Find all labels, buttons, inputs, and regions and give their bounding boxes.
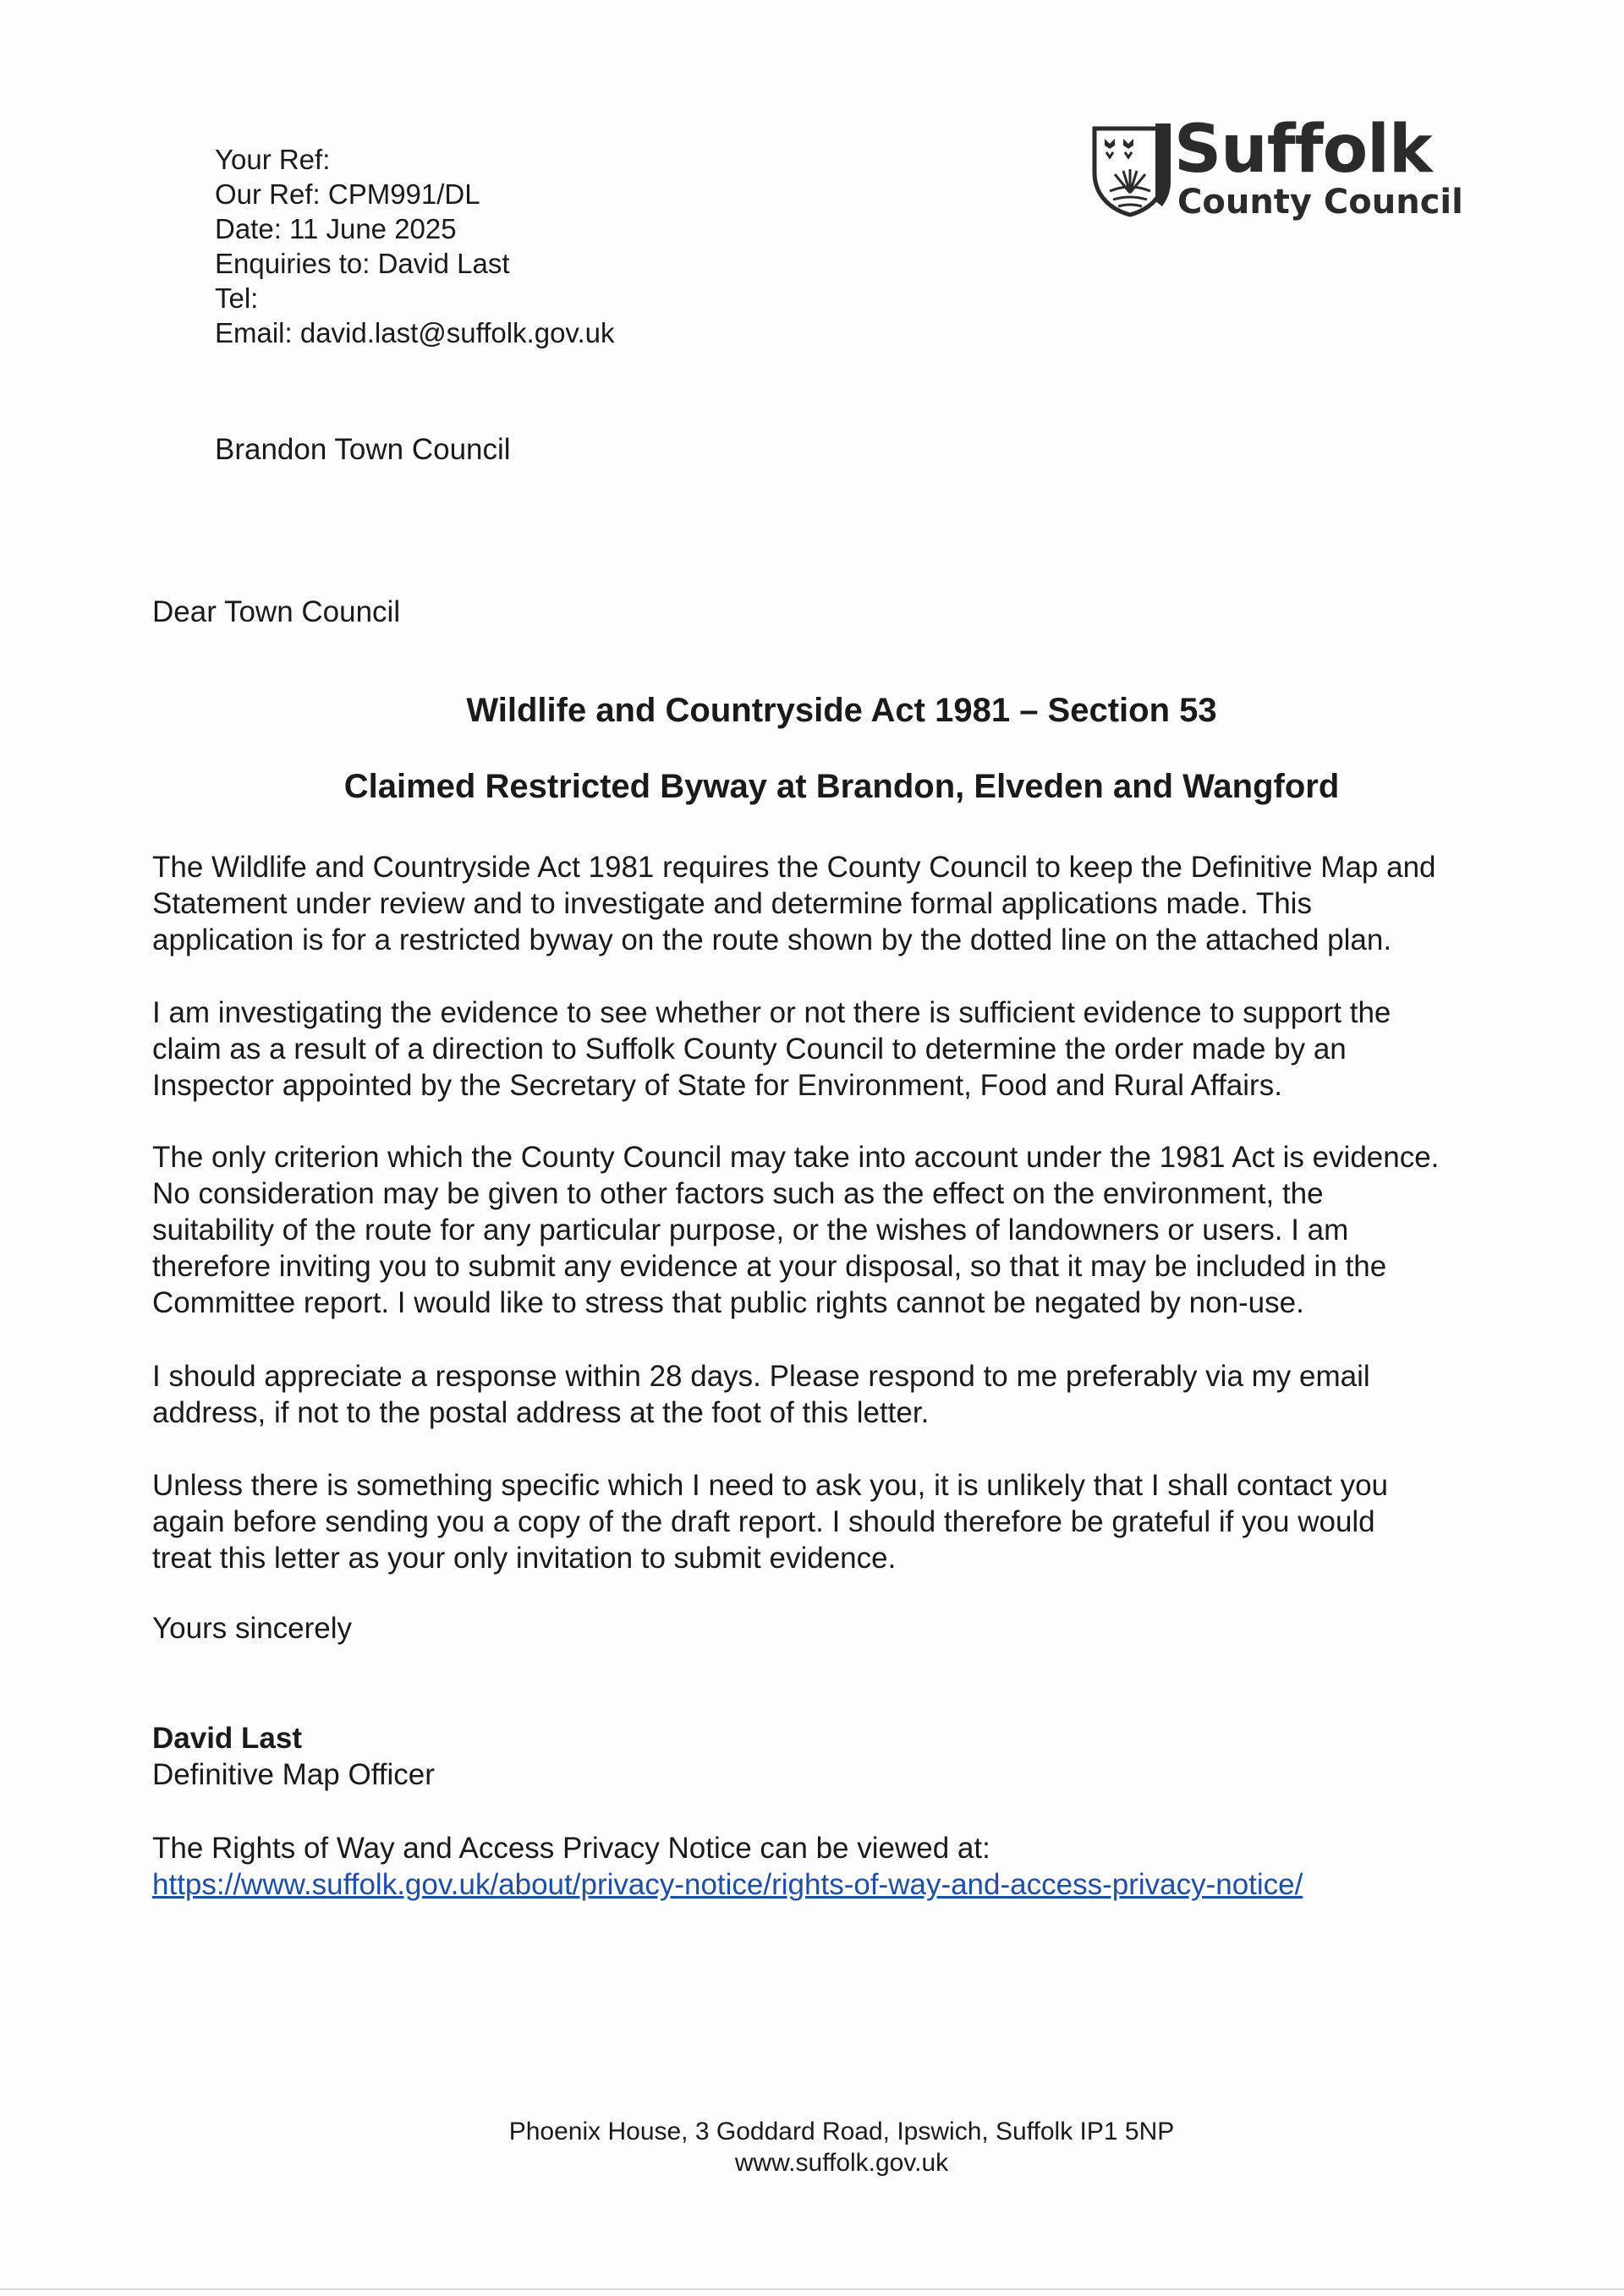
shield-crest-icon — [1089, 123, 1171, 218]
reference-block — [215, 142, 615, 350]
recipient: Brandon Town Council — [215, 433, 511, 466]
paragraph-line: Inspector appointed by the Secretary of State for Environment, Food and Rural Affairs. — [152, 1069, 1282, 1102]
paragraph-line: No consideration may be given to other factors such as the effect on the environment, the — [152, 1177, 1324, 1210]
paragraph-line: I should appreciate a response within 28 days. Please respond to me preferably via my email — [152, 1360, 1370, 1393]
email: Email: david.last@suffolk.gov.uk — [215, 317, 615, 348]
paragraph — [152, 1358, 1539, 1431]
footer — [0, 2116, 1624, 2178]
paragraph-line: Committee report. I would like to stress that public rights cannot be negated by non-use. — [152, 1286, 1304, 1319]
paragraph — [152, 849, 1539, 958]
logo-subtitle: County Council — [1177, 183, 1463, 222]
paragraph — [152, 1467, 1539, 1576]
paragraph-line: again before sending you a copy of the draft report. I should therefore be grateful if you would — [152, 1505, 1375, 1538]
privacy-text: The Rights of Way and Access Privacy Notice can be viewed at: — [152, 1832, 990, 1865]
subject-subheading: Claimed Restricted Byway at Brandon, Elveden and Wangford — [343, 768, 1340, 805]
signature-block — [152, 1720, 435, 1793]
paragraph-line: therefore inviting you to submit any evidence at your disposal, so that it may be included in the — [152, 1250, 1387, 1283]
enquiries-to: Enquiries to: David Last — [215, 248, 510, 279]
logo-name: Suffolk — [1174, 112, 1432, 188]
suffolk-logo — [1089, 112, 1463, 227]
paragraph-line: Statement under review and to investigate and determine formal applications made. This — [152, 887, 1312, 920]
footer-address: Phoenix House, 3 Goddard Road, Ipswich, Suffolk IP1 5NP — [508, 2118, 1175, 2145]
privacy-notice — [152, 1830, 1303, 1903]
your-ref: Your Ref: — [215, 144, 331, 175]
paragraph-line: The only criterion which the County Council may take into account under the 1981 Act is evidence. — [152, 1141, 1440, 1174]
signatory-name: David Last — [152, 1722, 302, 1755]
paragraph-line: treat this letter as your only invitation to submit evidence. — [152, 1542, 897, 1575]
paragraph-line: The Wildlife and Countryside Act 1981 requires the County Council to keep the Definitive Map and — [152, 851, 1436, 884]
paragraph-line: I am investigating the evidence to see whether or not there is sufficient evidence to support the — [152, 996, 1391, 1029]
letter-date: Date: 11 June 2025 — [215, 213, 457, 244]
paragraph — [152, 995, 1539, 1104]
telephone: Tel: — [215, 282, 259, 314]
subject-heading: Wildlife and Countryside Act 1981 – Section 53 — [466, 692, 1217, 729]
closing: Yours sincerely — [152, 1612, 353, 1645]
paragraph — [152, 1139, 1539, 1321]
our-ref: Our Ref: CPM991/DL — [215, 178, 480, 210]
salutation: Dear Town Council — [152, 595, 401, 628]
scan-edge-divider — [0, 2288, 1624, 2290]
paragraph-line: application is for a restricted byway on the route shown by the dotted line on the attached plan. — [152, 923, 1392, 956]
footer-website: www.suffolk.gov.uk — [734, 2149, 949, 2177]
signatory-role: Definitive Map Officer — [152, 1758, 435, 1791]
paragraph-line: suitability of the route for any particular purpose, or the wishes of landowners or users. I am — [152, 1214, 1349, 1247]
privacy-notice-link[interactable]: https://www.suffolk.gov.uk/about/privacy-notice/rights-of-way-and-access-privacy-notice/ — [152, 1868, 1303, 1901]
paragraph-line: claim as a result of a direction to Suffolk County Council to determine the order made by an — [152, 1033, 1347, 1066]
paragraph-line: address, if not to the postal address at the foot of this letter. — [152, 1396, 930, 1429]
paragraph-line: Unless there is something specific which I need to ask you, it is unlikely that I shall contact you — [152, 1469, 1388, 1502]
